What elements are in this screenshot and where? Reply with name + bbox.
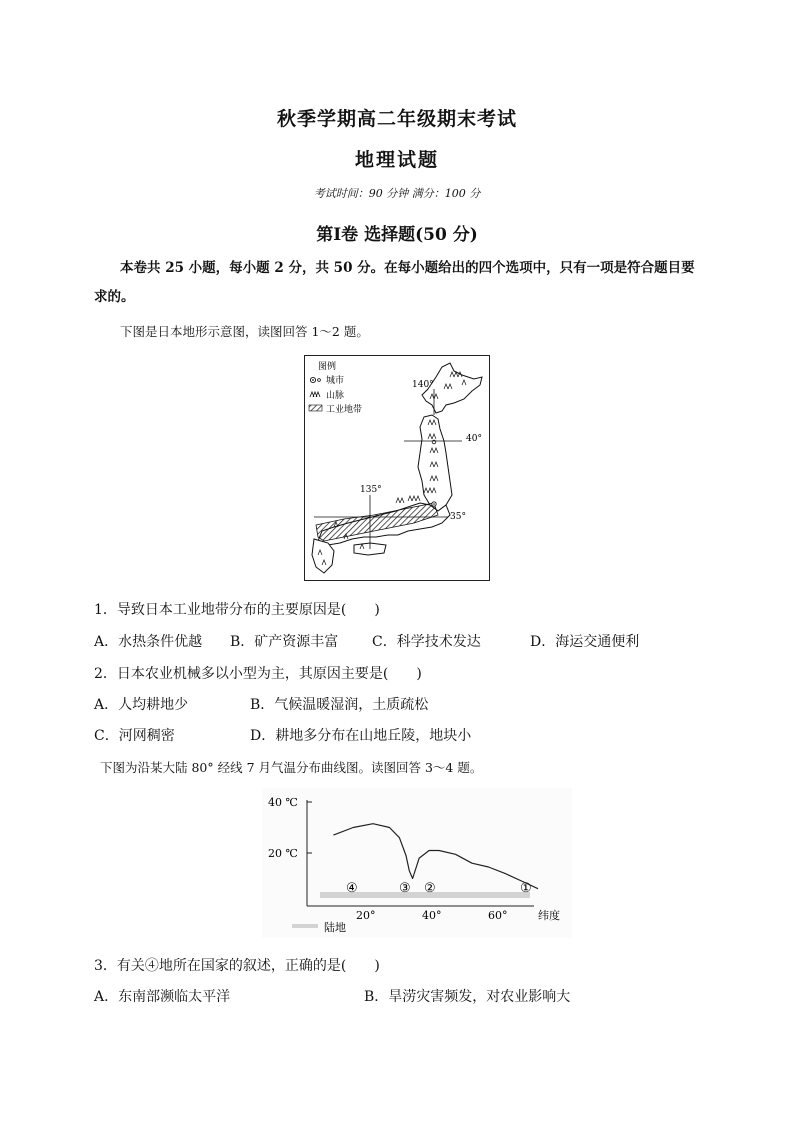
- legend-city: 城市: [326, 376, 345, 386]
- intro-q3-4: 下图为沿某大陆 80° 经线 7 月气温分布曲线图。读图回答 3～4 题。: [100, 760, 483, 775]
- label-135: 135°: [360, 485, 382, 495]
- exam-title: 秋季学期高二年级期末考试: [276, 108, 517, 130]
- x-axis-label: 纬度: [538, 909, 560, 922]
- q3-option-a[interactable]: A．东南部濒临太平洋: [94, 989, 231, 1005]
- q1-option-b[interactable]: B．矿产资源丰富: [230, 634, 339, 650]
- industry-symbol-icon: [309, 405, 322, 411]
- q3-option-b[interactable]: B．旱涝灾害频发，对农业影响大: [364, 989, 571, 1005]
- q2-option-d[interactable]: D．耕地多分布在山地丘陵，地块小: [250, 728, 472, 744]
- q1-option-d[interactable]: D．海运交通便利: [530, 634, 640, 650]
- q2-stem: 2．日本农业机械多以小型为主，其原因主要是( ): [94, 666, 422, 682]
- q1-stem: 1．导致日本工业地带分布的主要原因是( ): [94, 602, 380, 618]
- intro-q1-2: 下图是日本地形示意图，读图回答 1～2 题。: [120, 324, 369, 339]
- q2-option-b[interactable]: B．气候温暖湿润，土质疏松: [250, 697, 429, 713]
- point-label-1: ①: [520, 881, 532, 896]
- instructions-line1: 本卷共 25 小题，每小题 2 分，共 50 分。在每小题给出的四个选项中，只有一项是符合题目要: [120, 260, 695, 276]
- q3-stem: 3．有关④地所在国家的叙述，正确的是( ): [94, 958, 380, 974]
- q2-option-a[interactable]: A．人均耕地少: [94, 697, 189, 713]
- section-heading: 第Ⅰ卷 选择题(50 分): [316, 225, 478, 245]
- temperature-chart: [262, 788, 572, 938]
- q1-option-c[interactable]: C．科学技术发达: [372, 634, 481, 650]
- legend-land-label: 陆地: [324, 921, 346, 934]
- point-label-3: ③: [399, 881, 411, 896]
- legend-title: 图例: [318, 362, 337, 372]
- y-tick-40: 40 ℃: [268, 796, 298, 809]
- label-35: 35°: [450, 512, 466, 522]
- q1-option-a[interactable]: A．水热条件优越: [94, 634, 203, 650]
- exam-subject: 地理试题: [354, 149, 439, 171]
- x-tick-20: 20°: [356, 909, 376, 922]
- legend-land-swatch: [292, 924, 318, 928]
- instructions-line2: 求的。: [94, 289, 135, 305]
- x-tick-40: 40°: [422, 909, 442, 922]
- japan-map: [304, 355, 490, 581]
- exam-info: 考试时间：90 分钟 满分：100 分: [313, 187, 481, 200]
- label-140: 140°: [412, 380, 434, 390]
- y-tick-20: 20 ℃: [268, 847, 298, 860]
- label-40: 40°: [466, 434, 482, 444]
- q2-option-c[interactable]: C．河网稠密: [94, 728, 175, 744]
- legend-mountain: 山脉: [326, 391, 345, 401]
- x-tick-60: 60°: [488, 909, 508, 922]
- point-label-2: ②: [424, 881, 436, 896]
- point-label-4: ④: [346, 881, 358, 896]
- legend-industry: 工业地带: [326, 405, 363, 415]
